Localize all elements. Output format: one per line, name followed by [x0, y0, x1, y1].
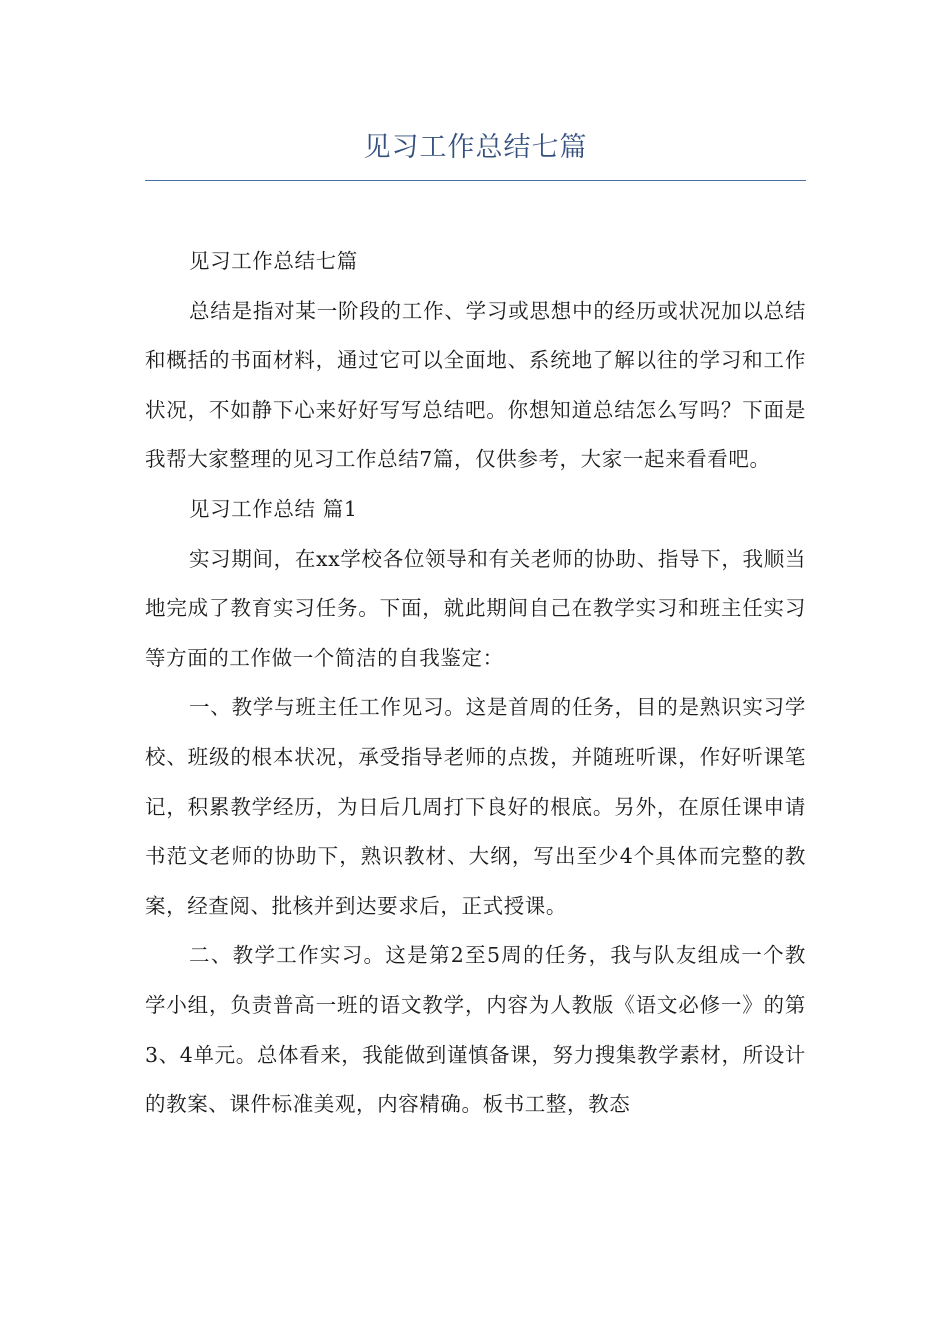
- paragraph-intro: 总结是指对某一阶段的工作、学习或思想中的经历或状况加以总结和概括的书面材料，通过它可以全面地、系统地了解以往的学习和工作状况，不如静下心来好好写写总结吧。你想知道总结怎么写吗？下面是我帮大家整理的见习工作总结7篇，仅供参考，大家一起来看看吧。: [145, 298, 806, 472]
- title-divider: [145, 180, 806, 181]
- paragraph-section1-intro: 实习期间，在xx学校各位领导和有关老师的协助、指导下，我顺当地完成了教育实习任务。下面，就此期间自己在教学实习和班主任实习等方面的工作做一个简洁的自我鉴定：: [145, 546, 806, 670]
- paragraph-heading: 见习工作总结七篇: [189, 249, 358, 273]
- paragraph-section1-part2: 二、教学工作实习。这是第2至5周的任务，我与队友组成一个教学小组，负责普高一班的语文教学，内容为人教版《语文必修一》的第3、4单元。总体看来，我能做到谨慎备课，努力搜集教学素材，所设计的教案、课件标准美观，内容精确。板书工整，教态: [145, 943, 806, 1117]
- section-heading-1: 见习工作总结 篇1: [189, 496, 358, 521]
- document-title: 见习工作总结七篇: [363, 132, 588, 163]
- document-body: [145, 237, 806, 1130]
- paragraph-section1-part1: 一、教学与班主任工作见习。这是首周的任务，目的是熟识实习学校、班级的根本状况，承受指导老师的点拨，并随班听课，作好听课笔记，积累教学经历，为日后几周打下良好的根底。另外，在原任课申请书范文老师的协助下，熟识教材、大纲，写出至少4个具体而完整的教案，经查阅、批核并到达要求后，正式授课。: [145, 695, 806, 918]
